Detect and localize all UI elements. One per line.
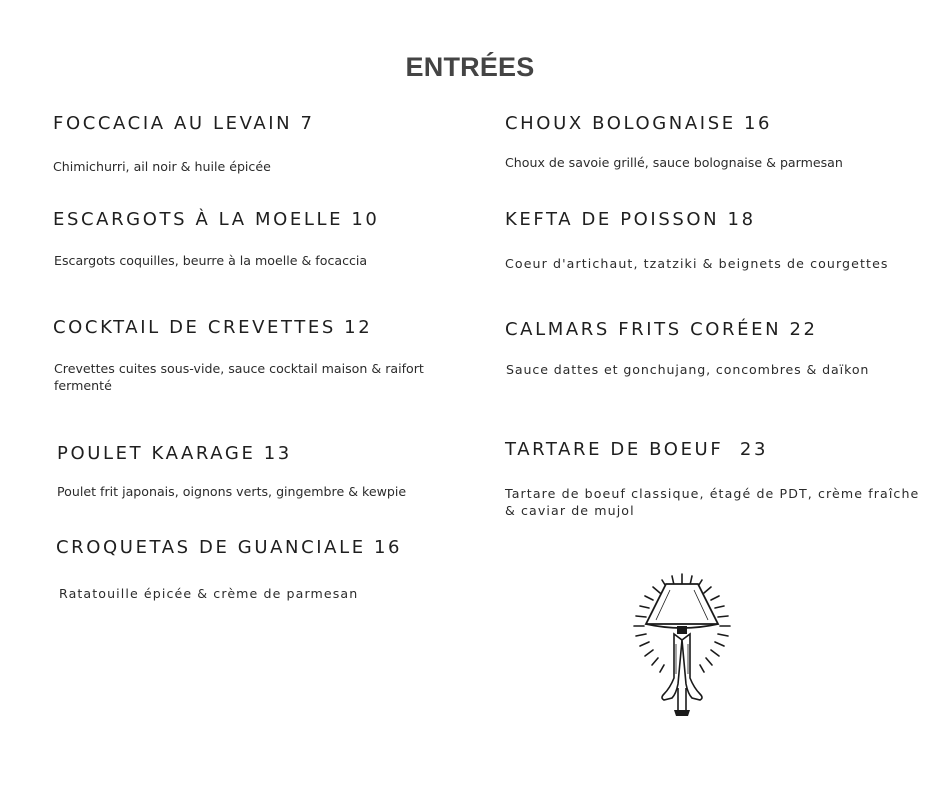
menu-item-name: FOCCACIA AU LEVAIN 7 bbox=[53, 113, 315, 134]
menu-item-name: COCKTAIL DE CREVETTES 12 bbox=[53, 317, 373, 338]
menu-item-name: CALMARS FRITS CORÉEN 22 bbox=[505, 319, 818, 340]
menu-item-description: Sauce dattes et gonchujang, concombres & daïkon bbox=[506, 362, 870, 377]
menu-item-description: Ratatouille épicée & crème de parmesan bbox=[59, 586, 359, 601]
menu-item-name: ESCARGOTS À LA MOELLE 10 bbox=[53, 209, 380, 230]
menu-item-description: Tartare de boeuf classique, étagé de PDT, crème fraîche & caviar de mujol bbox=[505, 486, 920, 518]
menu-item-description: Poulet frit japonais, oignons verts, gingembre & kewpie bbox=[57, 484, 407, 499]
lamp-legs-logo-icon bbox=[626, 570, 738, 720]
menu-item-description: Coeur d'artichaut, tzatziki & beignets de courgettes bbox=[505, 256, 889, 271]
menu-item-description: Choux de savoie grillé, sauce bolognaise & parmesan bbox=[505, 155, 843, 170]
menu-item-name: TARTARE DE BOEUF 23 bbox=[505, 439, 769, 460]
page-title: ENTRÉES bbox=[405, 52, 535, 82]
menu-item-name: KEFTA DE POISSON 18 bbox=[505, 209, 756, 230]
menu-item-name: CROQUETAS DE GUANCIALE 16 bbox=[56, 537, 403, 558]
menu-item-description: Crevettes cuites sous-vide, sauce cocktail maison & raifort fermenté bbox=[54, 361, 424, 393]
menu-item-name: POULET KAARAGE 13 bbox=[57, 443, 292, 464]
menu-item-description: Chimichurri, ail noir & huile épicée bbox=[53, 159, 271, 174]
menu-item-name: CHOUX BOLOGNAISE 16 bbox=[505, 113, 773, 134]
menu-item-description: Escargots coquilles, beurre à la moelle & focaccia bbox=[54, 253, 368, 268]
